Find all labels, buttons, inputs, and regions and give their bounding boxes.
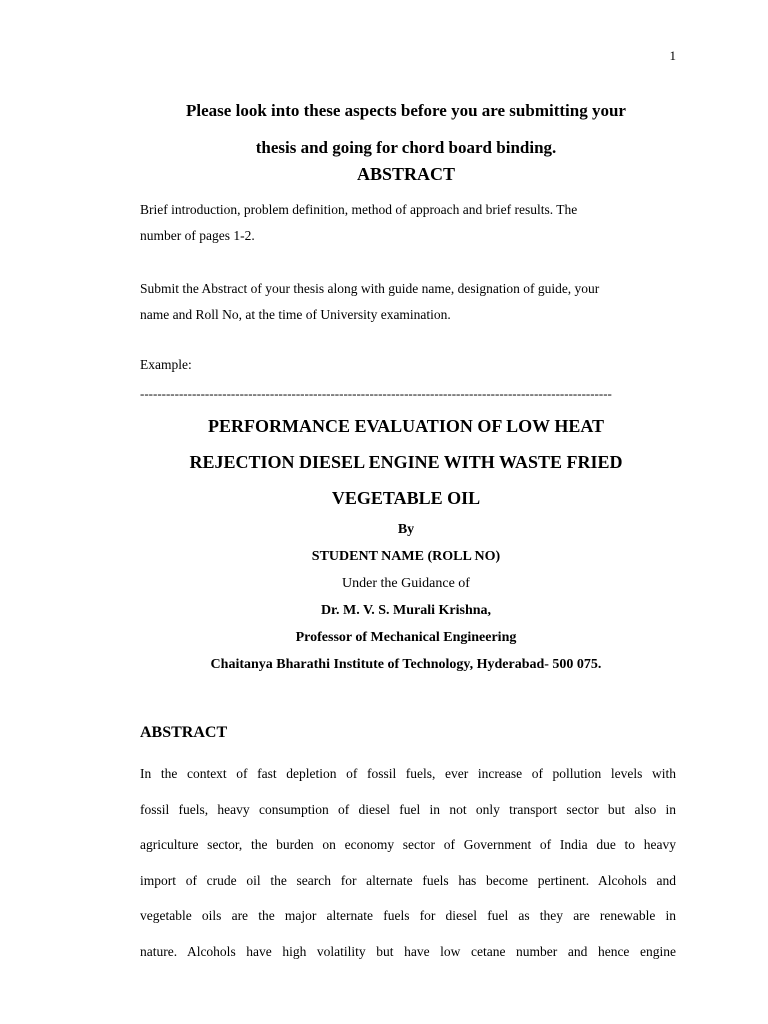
instruction-para1-line2: number of pages 1-2. xyxy=(140,228,255,243)
abstract-body-line: agriculture sector, the burden on economy sector of Government of India due to heavy xyxy=(140,837,676,853)
notice-line-1: Please look into these aspects before you are submitting your xyxy=(186,101,626,120)
instruction-para2-line1: Submit the Abstract of your thesis along with guide name, designation of guide, your xyxy=(140,281,600,296)
guide-designation: Professor of Mechanical Engineering xyxy=(295,630,517,645)
abstract-body-line: import of crude oil the search for alternate fuels has become pertinent. Alcohols and xyxy=(140,872,676,888)
abstract-body-line: nature. Alcohols have high volatility but have low cetane number and hence engine xyxy=(140,943,676,959)
page-number: 1 xyxy=(669,48,676,63)
instruction-paragraph-2 xyxy=(140,276,680,328)
instruction-paragraph-1 xyxy=(140,197,680,249)
abstract-body-line: fossil fuels, heavy consumption of diesel fuel in not only transport sector but also in xyxy=(140,801,676,817)
example-title-line1: PERFORMANCE EVALUATION OF LOW HEAT xyxy=(207,416,605,436)
guidance-label: Under the Guidance of xyxy=(342,576,470,591)
institute-name: Chaitanya Bharathi Institute of Technology, Hyderabad- 500 075. xyxy=(210,657,602,672)
notice-line-2: thesis and going for chord board binding. xyxy=(255,138,557,157)
instruction-para1-line1: Brief introduction, problem definition, method of approach and brief results. The xyxy=(140,202,578,217)
author-block xyxy=(100,516,712,678)
by-label: By xyxy=(397,522,415,537)
abstract-body-line: vegetable oils are the major alternate fuels for diesel fuel as they are renewable in xyxy=(140,908,676,924)
example-title-line2: REJECTION DIESEL ENGINE WITH WASTE FRIED xyxy=(189,452,623,472)
abstract-body-line: In the context of fast depletion of fossil fuels, ever increase of pollution levels with xyxy=(140,766,676,781)
example-title-line3: VEGETABLE OIL xyxy=(331,488,481,508)
abstract-heading: ABSTRACT xyxy=(356,164,456,184)
separator-line: ------------------------------------------------------------------------------------------------------------- xyxy=(140,386,612,401)
guide-name: Dr. M. V. S. Murali Krishna, xyxy=(320,603,492,618)
example-abstract-heading: ABSTRACT xyxy=(140,724,228,741)
notice-heading xyxy=(100,92,712,166)
abstract-body xyxy=(140,756,676,970)
example-label: Example: xyxy=(140,357,192,372)
example-title xyxy=(120,408,692,516)
instruction-para2-line2: name and Roll No, at the time of University examination. xyxy=(140,307,451,322)
student-name: STUDENT NAME (ROLL NO) xyxy=(311,549,501,564)
